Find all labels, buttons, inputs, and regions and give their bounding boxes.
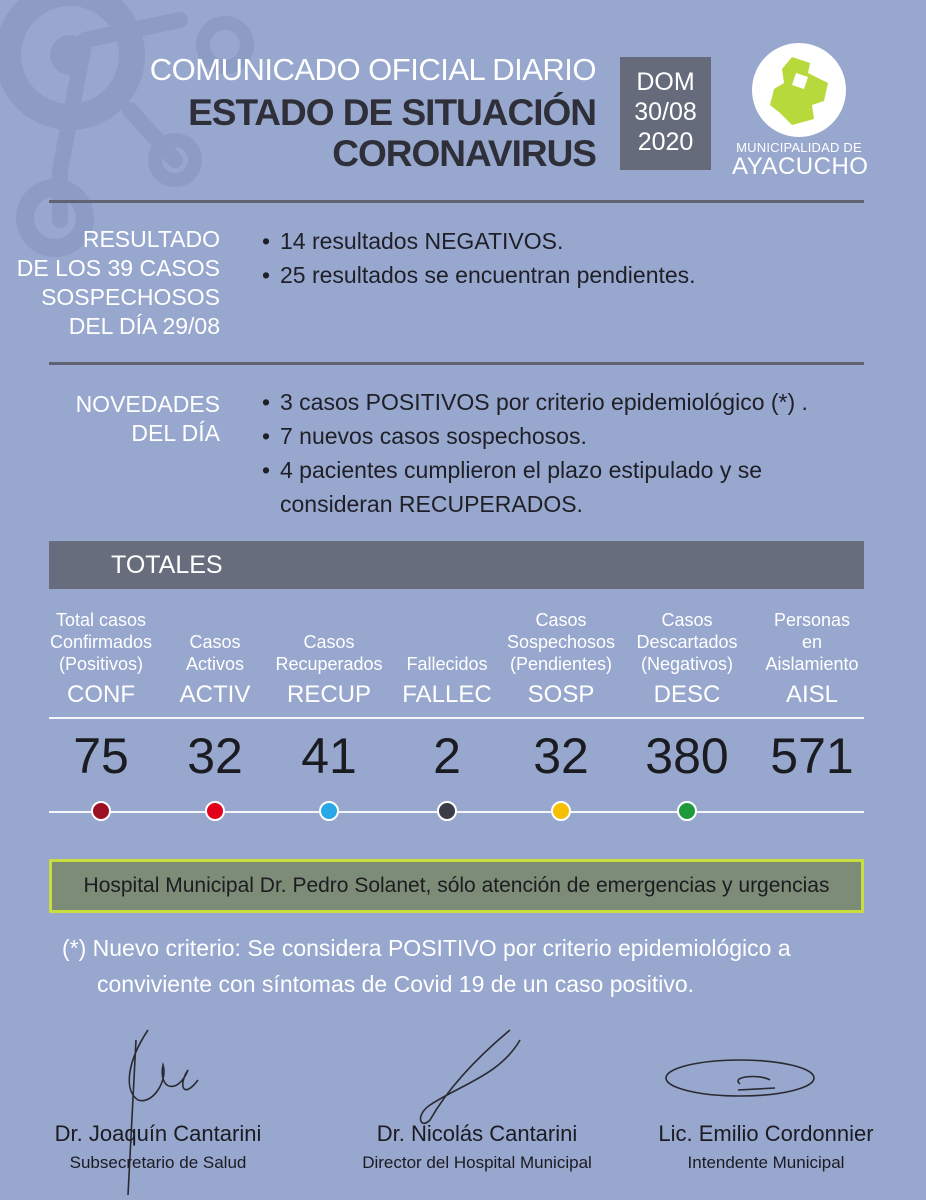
stat-column-sosp	[501, 609, 621, 784]
stat-dot-fallec	[437, 801, 457, 821]
stat-header-line: Total casos	[55, 610, 147, 630]
list-item: • 25 resultados se encuentran pendientes.	[262, 258, 696, 292]
stat-header-line: Casos	[303, 632, 355, 652]
signature-2-image	[400, 1025, 530, 1135]
stat-header	[501, 609, 621, 675]
stat-header-line: Fallecidos	[406, 654, 488, 674]
stat-header-line: (Positivos)	[58, 654, 143, 674]
stat-column-activ	[155, 609, 275, 784]
list-item: • 3 casos POSITIVOS por criterio epidemiológico (*) .	[262, 385, 822, 419]
logo-text-line-1: MUNICIPALIDAD DE	[736, 140, 862, 155]
municipality-logo	[732, 43, 869, 181]
stat-column-aisl	[752, 609, 872, 784]
header-line-3: CORONAVIRUS	[332, 133, 596, 174]
signature-name: Lic. Emilio Cordonnier	[658, 1121, 874, 1146]
stat-column-fallec	[387, 609, 507, 784]
totales-header: TOTALES	[49, 541, 864, 589]
signature-1-image	[108, 1020, 208, 1200]
date-value: 30/08	[634, 98, 697, 126]
signature-block-2	[332, 1121, 622, 1173]
signature-name: Dr. Nicolás Cantarini	[376, 1121, 578, 1146]
stat-value: 32	[533, 728, 589, 784]
resultado-label-line: DE LOS 39 CASOS	[16, 255, 220, 281]
novedades-label-line: NOVEDADES	[75, 391, 220, 417]
resultado-list	[262, 224, 696, 292]
stat-header-line: Personas	[773, 610, 851, 630]
stat-value: 380	[645, 728, 729, 784]
hospital-notice: Hospital Municipal Dr. Pedro Solanet, sólo atención de emergencias y urgencias	[49, 859, 864, 913]
header-line-1: COMUNICADO OFICIAL DIARIO	[149, 52, 596, 87]
criterio-note	[62, 930, 862, 1002]
resultado-label-line: RESULTADO	[82, 226, 220, 252]
list-item: • 4 pacientes cumplieron el plazo estipulado y se consideran RECUPERADOS.	[262, 453, 822, 521]
stat-header-line: (Pendientes)	[509, 654, 613, 674]
stat-abbr: ACTIV	[179, 681, 251, 708]
signature-block-1	[38, 1121, 278, 1173]
divider-1	[49, 200, 864, 203]
stat-header	[627, 609, 747, 675]
signature-name: Dr. Joaquín Cantarini	[54, 1121, 262, 1146]
stat-dot-desc	[677, 801, 697, 821]
stat-column-recup	[269, 609, 389, 784]
resultado-label	[17, 225, 220, 341]
stat-abbr: RECUP	[286, 681, 371, 708]
header-line-2: ESTADO DE SITUACIÓN	[188, 92, 596, 133]
logo-emblem-icon	[752, 43, 846, 137]
stat-column-conf	[41, 609, 161, 784]
stat-column-desc	[627, 609, 747, 784]
resultado-label-line: SOSPECHOSOS	[41, 284, 220, 310]
stat-abbr: CONF	[67, 681, 135, 708]
resultado-label-line: DEL DÍA 29/08	[68, 313, 220, 339]
signature-role: Intendente Municipal	[687, 1153, 845, 1172]
stat-header-line: Casos	[189, 632, 241, 652]
stat-header-line: Descartados	[636, 632, 738, 652]
stat-header-line: Casos	[535, 610, 587, 630]
signature-role: Subsecretario de Salud	[69, 1153, 247, 1172]
signature-block-3	[656, 1121, 876, 1173]
signature-3-image	[660, 1050, 820, 1110]
stat-header	[155, 609, 275, 675]
stat-header	[387, 609, 507, 675]
stat-header-line: Recuperados	[275, 654, 383, 674]
stat-value: 2	[433, 728, 461, 784]
stat-dot-conf	[91, 801, 111, 821]
date-day: DOM	[636, 68, 695, 96]
stat-abbr: FALLEC	[402, 681, 492, 708]
stat-header	[752, 609, 872, 675]
signature-role: Director del Hospital Municipal	[362, 1153, 592, 1172]
date-box	[620, 57, 711, 170]
stat-abbr: AISL	[785, 681, 839, 708]
date-year: 2020	[637, 128, 694, 156]
stat-header-line: Confirmados	[49, 632, 153, 652]
logo-text-line-2: AYACUCHO	[732, 153, 869, 180]
list-item: • 7 nuevos casos sospechosos.	[262, 419, 822, 453]
stat-header-line: en	[801, 632, 823, 652]
criterio-line-2: conviviente con síntomas de Covid 19 de un caso positivo.	[97, 971, 695, 997]
stat-value: 32	[187, 728, 243, 784]
stat-header-line: Aislamiento	[765, 654, 859, 674]
novedades-label	[76, 390, 220, 448]
stat-value: 75	[73, 728, 129, 784]
criterio-line-1: (*) Nuevo criterio: Se considera POSITIVO por criterio epidemiológico a	[62, 935, 791, 961]
list-item: • 14 resultados NEGATIVOS.	[262, 224, 696, 258]
stat-value: 41	[301, 728, 357, 784]
stat-header-line: (Negativos)	[640, 654, 734, 674]
stat-value: 571	[770, 728, 854, 784]
stat-header	[269, 609, 389, 675]
stat-abbr: DESC	[653, 681, 721, 708]
stat-dot-activ	[205, 801, 225, 821]
stat-header-line: Activos	[185, 654, 245, 674]
stat-dot-recup	[319, 801, 339, 821]
novedades-label-line: DEL DÍA	[131, 420, 220, 446]
stat-abbr: SOSP	[527, 681, 595, 708]
stats-divider-top	[49, 717, 864, 719]
stat-header-line: Sospechosos	[506, 632, 616, 652]
stat-header	[41, 609, 161, 675]
stat-header-line: Casos	[661, 610, 713, 630]
novedades-list	[262, 385, 822, 521]
divider-2	[49, 362, 864, 365]
stat-dot-sosp	[551, 801, 571, 821]
